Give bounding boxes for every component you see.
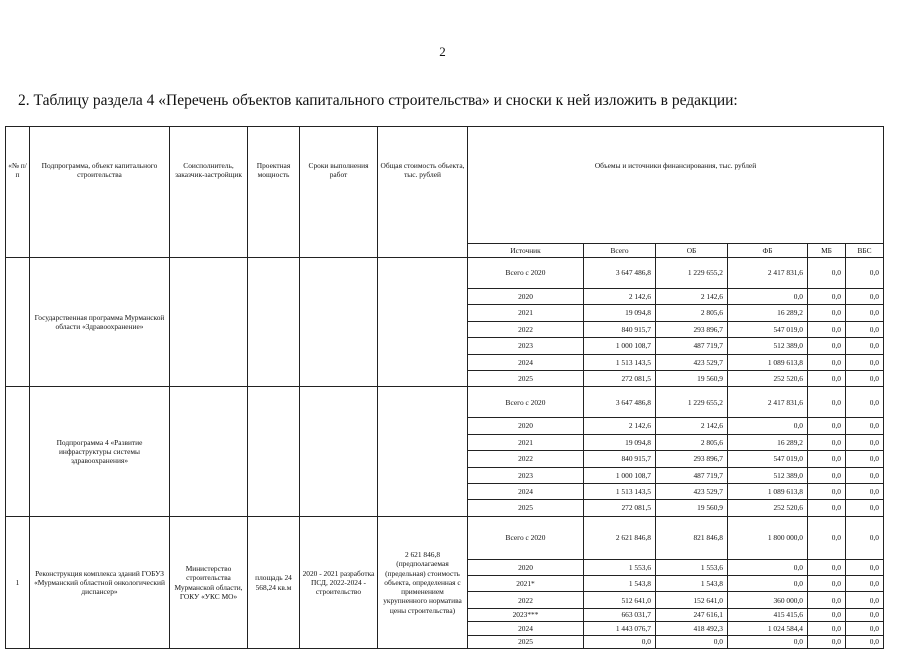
cell-fb: 360 000,0 [728,592,808,608]
page-number: 2 [439,44,446,59]
cell-total: 1 443 076,7 [584,622,656,636]
table-row [6,387,884,418]
header-capacity: Проектная мощность [248,127,300,258]
cell-source: Всего с 2020 [468,516,584,559]
cell-ob: 423 529,7 [656,354,728,370]
cell-source: 2025 [468,635,584,649]
cell-mb: 0,0 [808,608,846,622]
cell-fb: 2 417 831,6 [728,387,808,418]
cell-ob: 19 560,9 [656,500,728,516]
cell-ob: 2 805,6 [656,305,728,321]
cell-mb: 0,0 [808,370,846,386]
cell-total: 3 647 486,8 [584,387,656,418]
header-financing: Объемы и источники финансирования, тыс. рублей [468,127,884,244]
row-name: Реконструкция комплекса зданий ГОБУЗ «Мурманский областной онкологический диспансер» [30,516,170,649]
table-row [6,258,884,289]
subheader-source: Источник [468,244,584,258]
cell-fb: 1 089 613,8 [728,483,808,499]
cell-ob: 247 616,1 [656,608,728,622]
cell-vbs: 0,0 [846,500,884,516]
row-capacity: площадь 24 568,24 кв.м [248,516,300,649]
subheader-ob: ОБ [656,244,728,258]
cell-source: 2023 [468,338,584,354]
cell-mb: 0,0 [808,258,846,289]
cell-mb: 0,0 [808,338,846,354]
cell-total: 1 513 143,5 [584,354,656,370]
row-num [6,387,30,516]
cell-vbs: 0,0 [846,354,884,370]
row-executor: Министерство строительства Мурманской области, ГОКУ «УКС МО» [170,516,248,649]
cell-total: 272 081,5 [584,370,656,386]
cell-total: 2 621 846,8 [584,516,656,559]
cell-mb: 0,0 [808,434,846,450]
cell-fb: 1 800 000,0 [728,516,808,559]
cell-source: 2024 [468,622,584,636]
header-executor: Соисполнитель, заказчик-застройщик [170,127,248,258]
cell-total: 1 000 108,7 [584,338,656,354]
cell-vbs: 0,0 [846,387,884,418]
cell-source: Всего с 2020 [468,387,584,418]
cell-ob: 2 142,6 [656,418,728,434]
cell-fb: 0,0 [728,576,808,592]
cell-vbs: 0,0 [846,467,884,483]
cell-ob: 152 641,0 [656,592,728,608]
cell-total: 19 094,8 [584,434,656,450]
cell-vbs: 0,0 [846,576,884,592]
cell-fb: 1 024 584,4 [728,622,808,636]
cell-vbs: 0,0 [846,289,884,305]
cell-source: 2021* [468,576,584,592]
cell-source: 2024 [468,483,584,499]
cell-total: 1 553,6 [584,559,656,575]
cell-ob: 19 560,9 [656,370,728,386]
row-executor [170,258,248,387]
cell-ob: 2 142,6 [656,289,728,305]
row-cost [378,258,468,387]
cell-ob: 0,0 [656,635,728,649]
cell-vbs: 0,0 [846,338,884,354]
cell-total: 3 647 486,8 [584,258,656,289]
cell-source: 2022 [468,321,584,337]
cell-fb: 547 019,0 [728,321,808,337]
cell-vbs: 0,0 [846,559,884,575]
cell-total: 840 915,7 [584,321,656,337]
cell-ob: 821 846,8 [656,516,728,559]
row-terms: 2020 - 2021 разработка ПСД, 2022-2024 - строительство [300,516,378,649]
cell-source: 2023 [468,467,584,483]
cell-source: 2023*** [468,608,584,622]
subheader-fb: ФБ [728,244,808,258]
cell-mb: 0,0 [808,576,846,592]
cell-mb: 0,0 [808,500,846,516]
cell-ob: 1 553,6 [656,559,728,575]
cell-fb: 2 417 831,6 [728,258,808,289]
row-cost: 2 621 846,8 (предполагаемая (предельная) стоимость объекта, определенная с применением укрупненного норматива цены строительства) [378,516,468,649]
cell-total: 840 915,7 [584,451,656,467]
cell-mb: 0,0 [808,321,846,337]
cell-mb: 0,0 [808,635,846,649]
cell-ob: 2 805,6 [656,434,728,450]
cell-source: 2022 [468,592,584,608]
header-num: «№ п/п [6,127,30,258]
cell-ob: 423 529,7 [656,483,728,499]
cell-vbs: 0,0 [846,635,884,649]
cell-vbs: 0,0 [846,516,884,559]
cell-total: 272 081,5 [584,500,656,516]
cell-mb: 0,0 [808,467,846,483]
cell-mb: 0,0 [808,451,846,467]
cell-source: 2021 [468,434,584,450]
cell-source: 2025 [468,370,584,386]
cell-mb: 0,0 [808,305,846,321]
cell-mb: 0,0 [808,483,846,499]
cell-vbs: 0,0 [846,258,884,289]
subheader-mb: МБ [808,244,846,258]
cell-source: 2020 [468,289,584,305]
cell-fb: 16 289,2 [728,305,808,321]
table-row [6,516,884,559]
cell-source: 2024 [468,354,584,370]
cell-mb: 0,0 [808,516,846,559]
cell-total: 1 000 108,7 [584,467,656,483]
cell-mb: 0,0 [808,592,846,608]
cell-vbs: 0,0 [846,434,884,450]
cell-source: 2020 [468,418,584,434]
row-name: Государственная программа Мурманской области «Здравоохранение» [30,258,170,387]
cell-ob: 293 896,7 [656,451,728,467]
cell-fb: 0,0 [728,418,808,434]
row-terms [300,258,378,387]
cell-total: 2 142,6 [584,418,656,434]
cell-vbs: 0,0 [846,321,884,337]
cell-fb: 252 520,6 [728,370,808,386]
cell-total: 0,0 [584,635,656,649]
cell-source: 2022 [468,451,584,467]
row-num [6,258,30,387]
cell-fb: 252 520,6 [728,500,808,516]
subheader-vbs: ВБС [846,244,884,258]
cell-fb: 512 389,0 [728,467,808,483]
header-name: Подпрограмма, объект капитального строительства [30,127,170,258]
cell-ob: 487 719,7 [656,338,728,354]
cell-fb: 0,0 [728,289,808,305]
cell-total: 2 142,6 [584,289,656,305]
cell-total: 1 513 143,5 [584,483,656,499]
row-capacity [248,258,300,387]
cell-mb: 0,0 [808,387,846,418]
cell-ob: 1 229 655,2 [656,258,728,289]
cell-fb: 415 415,6 [728,608,808,622]
cell-total: 663 031,7 [584,608,656,622]
cell-mb: 0,0 [808,354,846,370]
cell-vbs: 0,0 [846,622,884,636]
cell-fb: 0,0 [728,635,808,649]
cell-total: 512 641,0 [584,592,656,608]
cell-total: 19 094,8 [584,305,656,321]
cell-ob: 293 896,7 [656,321,728,337]
cell-mb: 0,0 [808,559,846,575]
header-terms: Сроки выполнения работ [300,127,378,258]
cell-fb: 0,0 [728,559,808,575]
cell-fb: 1 089 613,8 [728,354,808,370]
cell-total: 1 543,8 [584,576,656,592]
row-terms [300,387,378,516]
cell-mb: 0,0 [808,418,846,434]
cell-vbs: 0,0 [846,418,884,434]
cell-fb: 512 389,0 [728,338,808,354]
cell-vbs: 0,0 [846,592,884,608]
cell-vbs: 0,0 [846,451,884,467]
cell-fb: 547 019,0 [728,451,808,467]
capital-construction-table [5,126,884,649]
cell-vbs: 0,0 [846,608,884,622]
cell-vbs: 0,0 [846,370,884,386]
header-cost: Общая стоимость объекта, тыс. рублей [378,127,468,258]
cell-ob: 1 229 655,2 [656,387,728,418]
cell-source: 2021 [468,305,584,321]
row-cost [378,387,468,516]
cell-vbs: 0,0 [846,305,884,321]
cell-ob: 418 492,3 [656,622,728,636]
row-name: Подпрограмма 4 «Развитие инфраструктуры системы здравоохранения» [30,387,170,516]
cell-ob: 1 543,8 [656,576,728,592]
cell-mb: 0,0 [808,622,846,636]
cell-source: 2020 [468,559,584,575]
row-executor [170,387,248,516]
subheader-total: Всего [584,244,656,258]
cell-source: 2025 [468,500,584,516]
section-heading: 2. Таблицу раздела 4 «Перечень объектов капитального строительства» и сноски к ней изложить в редакции: [18,92,738,109]
row-capacity [248,387,300,516]
cell-ob: 487 719,7 [656,467,728,483]
cell-fb: 16 289,2 [728,434,808,450]
cell-source: Всего с 2020 [468,258,584,289]
cell-mb: 0,0 [808,289,846,305]
cell-vbs: 0,0 [846,483,884,499]
row-num: 1 [6,516,30,649]
